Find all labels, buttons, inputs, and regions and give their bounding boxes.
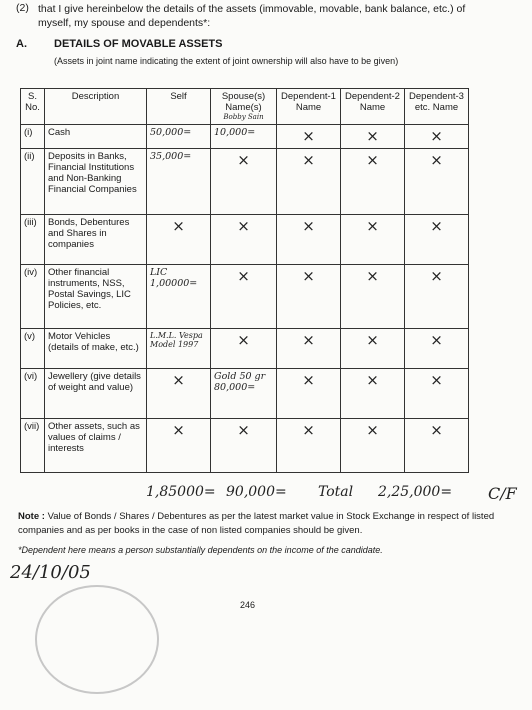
row-description: Other financial instruments, NSS, Postal Savings, LIC Policies, etc. (45, 265, 147, 329)
spouse-total: 90,000= (226, 484, 287, 500)
row-dependent-1: × (277, 265, 341, 329)
row-dependent-3: × (405, 215, 469, 265)
header-dependent-3: Dependent-3 etc. Name (405, 89, 469, 125)
row-spouse: × (211, 265, 277, 329)
row-sno: (vi) (21, 369, 45, 419)
row-dependent-3: × (405, 149, 469, 215)
row-self: × (147, 369, 211, 419)
intro-text (38, 2, 465, 30)
header-dependent-1: Dependent-1 Name (277, 89, 341, 125)
row-dependent-1: × (277, 329, 341, 369)
spouse-name-note: Bobby Sain (223, 113, 264, 121)
header-dependent-2: Dependent-2 Name (341, 89, 405, 125)
table-row (21, 149, 469, 215)
row-dependent-1: × (277, 215, 341, 265)
table-row (21, 329, 469, 369)
table-row (21, 369, 469, 419)
official-seal (35, 585, 159, 694)
row-self: L.M.L. Vespa Model 1997 (147, 329, 211, 369)
row-self: × (147, 215, 211, 265)
table-row (21, 265, 469, 329)
table-header-row (21, 89, 469, 125)
note (18, 510, 518, 538)
row-dependent-2: × (341, 419, 405, 473)
header-self: Self (147, 89, 211, 125)
movable-assets-table (20, 88, 469, 473)
row-self: 50,000= (147, 125, 211, 149)
row-description: Motor Vehicles (details of make, etc.) (45, 329, 147, 369)
row-sno: (i) (21, 125, 45, 149)
section-letter: A. (16, 38, 27, 50)
header-sno: S. No. (21, 89, 45, 125)
row-sno: (iv) (21, 265, 45, 329)
row-dependent-3: × (405, 265, 469, 329)
page-number: 246 (240, 600, 256, 610)
intro-line-1: that I give hereinbelow the details of the assets (immovable, movable, bank balance, etc.) of (38, 3, 466, 15)
row-dependent-3: × (405, 419, 469, 473)
header-description: Description (45, 89, 147, 125)
header-spouse-label: Spouse(s) Name(s) (221, 91, 266, 113)
grand-total: 2,25,000= (378, 484, 453, 500)
table-row (21, 125, 469, 149)
row-spouse: × (211, 149, 277, 215)
dependent-definition: *Dependent here means a person substantially dependents on the income of the candidate. (18, 545, 383, 555)
row-spouse: × (211, 215, 277, 265)
row-sno: (iii) (21, 215, 45, 265)
note-text: Value of Bonds / Shares / Debentures as per the latest market value in Stock Exchange in respect of listed companies and as per books in the case of non listed companies should be given. (18, 511, 495, 536)
row-description: Cash (45, 125, 147, 149)
intro-number: (2) (16, 2, 29, 14)
row-description: Jewellery (give details of weight and value) (45, 369, 147, 419)
row-self: 35,000= (147, 149, 211, 215)
row-dependent-2: × (341, 329, 405, 369)
row-sno: (vii) (21, 419, 45, 473)
row-dependent-3: × (405, 125, 469, 149)
row-spouse: × (211, 329, 277, 369)
row-dependent-2: × (341, 369, 405, 419)
row-dependent-2: × (341, 125, 405, 149)
row-description: Bonds, Debentures and Shares in companies (45, 215, 147, 265)
row-description: Deposits in Banks, Financial Institutions and Non-Banking Financial Companies (45, 149, 147, 215)
table-row (21, 419, 469, 473)
row-dependent-1: × (277, 419, 341, 473)
row-dependent-1: × (277, 369, 341, 419)
row-dependent-2: × (341, 265, 405, 329)
row-self: × (147, 419, 211, 473)
self-total: 1,85000= (146, 484, 216, 500)
row-dependent-3: × (405, 329, 469, 369)
section-subtitle: (Assets in joint name indicating the extent of joint ownership will also have to be given) (54, 56, 399, 66)
row-dependent-2: × (341, 215, 405, 265)
row-spouse: Gold 50 gr 80,000= (211, 369, 277, 419)
row-sno: (v) (21, 329, 45, 369)
table-row (21, 215, 469, 265)
header-spouse (211, 89, 277, 125)
row-spouse: × (211, 419, 277, 473)
row-dependent-1: × (277, 149, 341, 215)
row-spouse: 10,000= (211, 125, 277, 149)
note-label: Note : (18, 511, 45, 522)
row-dependent-3: × (405, 369, 469, 419)
row-sno: (ii) (21, 149, 45, 215)
row-self: LIC 1,00000= (147, 265, 211, 329)
row-dependent-1: × (277, 125, 341, 149)
carry-forward: C/F (488, 484, 517, 503)
intro-line-2: myself, my spouse and dependents*: (38, 17, 211, 29)
row-description: Other assets, such as values of claims / interests (45, 419, 147, 473)
section-title: DETAILS OF MOVABLE ASSETS (54, 38, 223, 50)
row-dependent-2: × (341, 149, 405, 215)
signature-date: 24/10/05 (10, 562, 91, 583)
total-label: Total (318, 484, 354, 500)
